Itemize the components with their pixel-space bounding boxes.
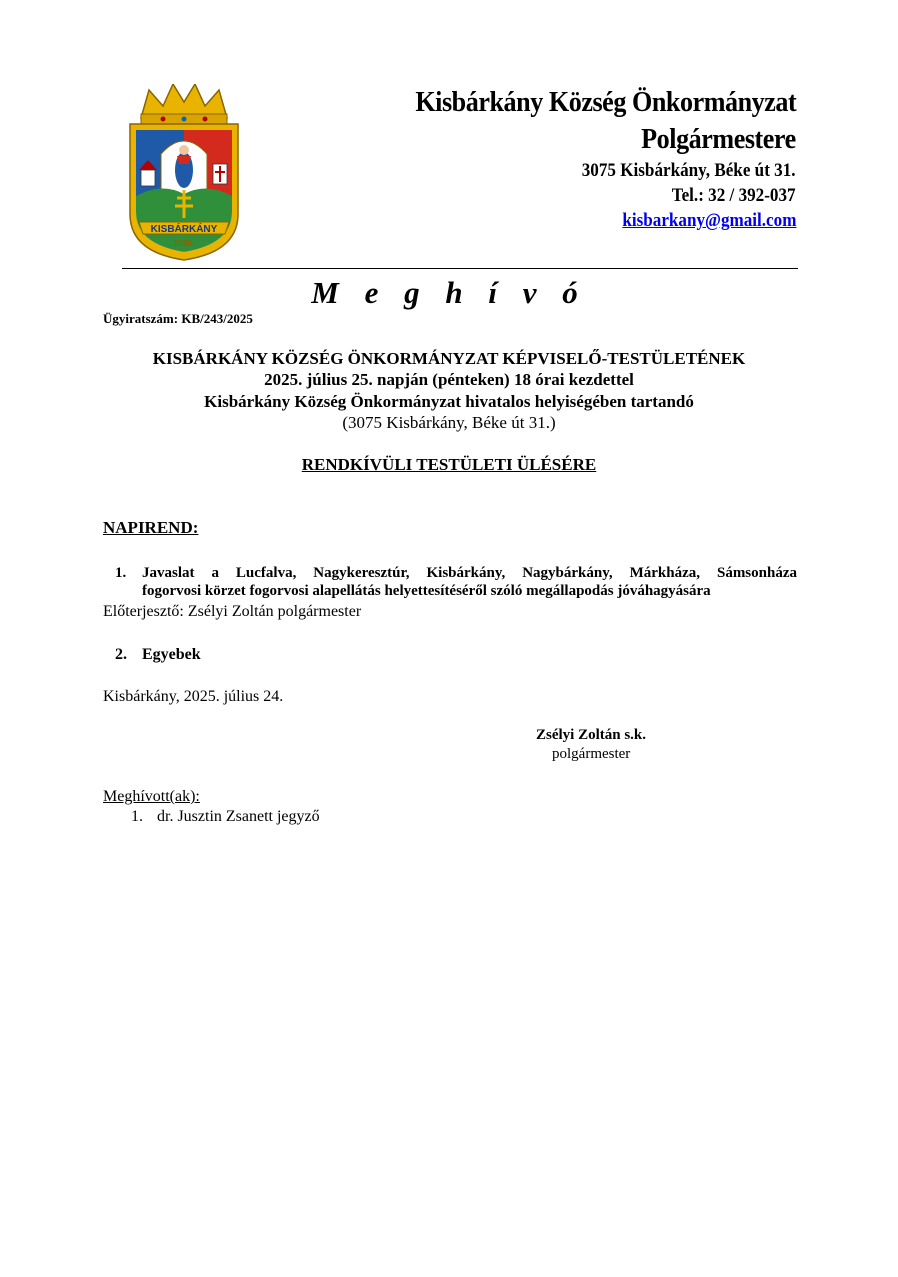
document-title: M e g h í v ó [311,275,587,310]
invitee-number: 1. [131,808,143,825]
meeting-datetime: 2025. július 25. napján (pénteken) 18 órai kezdettel [264,370,634,389]
phone: Tel.: 32 / 392-037 [672,185,796,206]
agenda-heading: NAPIREND: [103,518,199,537]
agenda-item-text: Egyebek [142,646,201,663]
signature-title: polgármester [552,746,631,762]
coat-of-arms-logo [127,84,241,262]
session-type: RENDKÍVÜLI TESTÜLETI ÜLÉSÉRE [301,455,597,474]
venue-address: (3075 Kisbárkány, Béke út 31.) [342,413,556,432]
agenda-item-text-continued: fogorvosi körzet fogorvosi alapellátás helyettesítéséről szóló megállapodás jóváhagyására [142,583,711,599]
addressee: KISBÁRKÁNY KÖZSÉG ÖNKORMÁNYZAT KÉPVISELŐ-TESTÜLETÉNEK [152,349,746,368]
invitee-name: dr. Jusztin Zsanett jegyző [157,808,320,825]
agenda-item-presenter: Előterjesztő: Zsélyi Zoltán polgármester [103,603,362,620]
organization-name: Kisbárkány Község Önkormányzat [415,86,796,118]
agenda-item-number: 1. [115,565,127,581]
signature-name: Zsélyi Zoltán s.k. [536,727,647,743]
email-link[interactable]: kisbarkany@gmail.com [621,210,796,231]
address: 3075 Kisbárkány, Béke út 31. [582,160,796,181]
crest-year: 2000. [173,239,195,248]
place-and-date: Kisbárkány, 2025. július 24. [103,688,284,705]
agenda-item-number: 2. [115,646,127,663]
office-title: Polgármestere [641,123,796,155]
invitees-heading: Meghívott(ak): [103,788,200,805]
crest-town-label: KISBÁRKÁNY [150,224,218,235]
file-number: Ügyiratszám: KB/243/2025 [103,311,253,326]
meeting-venue: Kisbárkány Község Önkormányzat hivatalos helyiségében tartandó [204,392,694,411]
header-divider [122,268,798,269]
agenda-item-text: Javaslat a Lucfalva, Nagykeresztúr, Kisbárkány, Nagybárkány, Márkháza, Sámsonháza [142,565,797,581]
